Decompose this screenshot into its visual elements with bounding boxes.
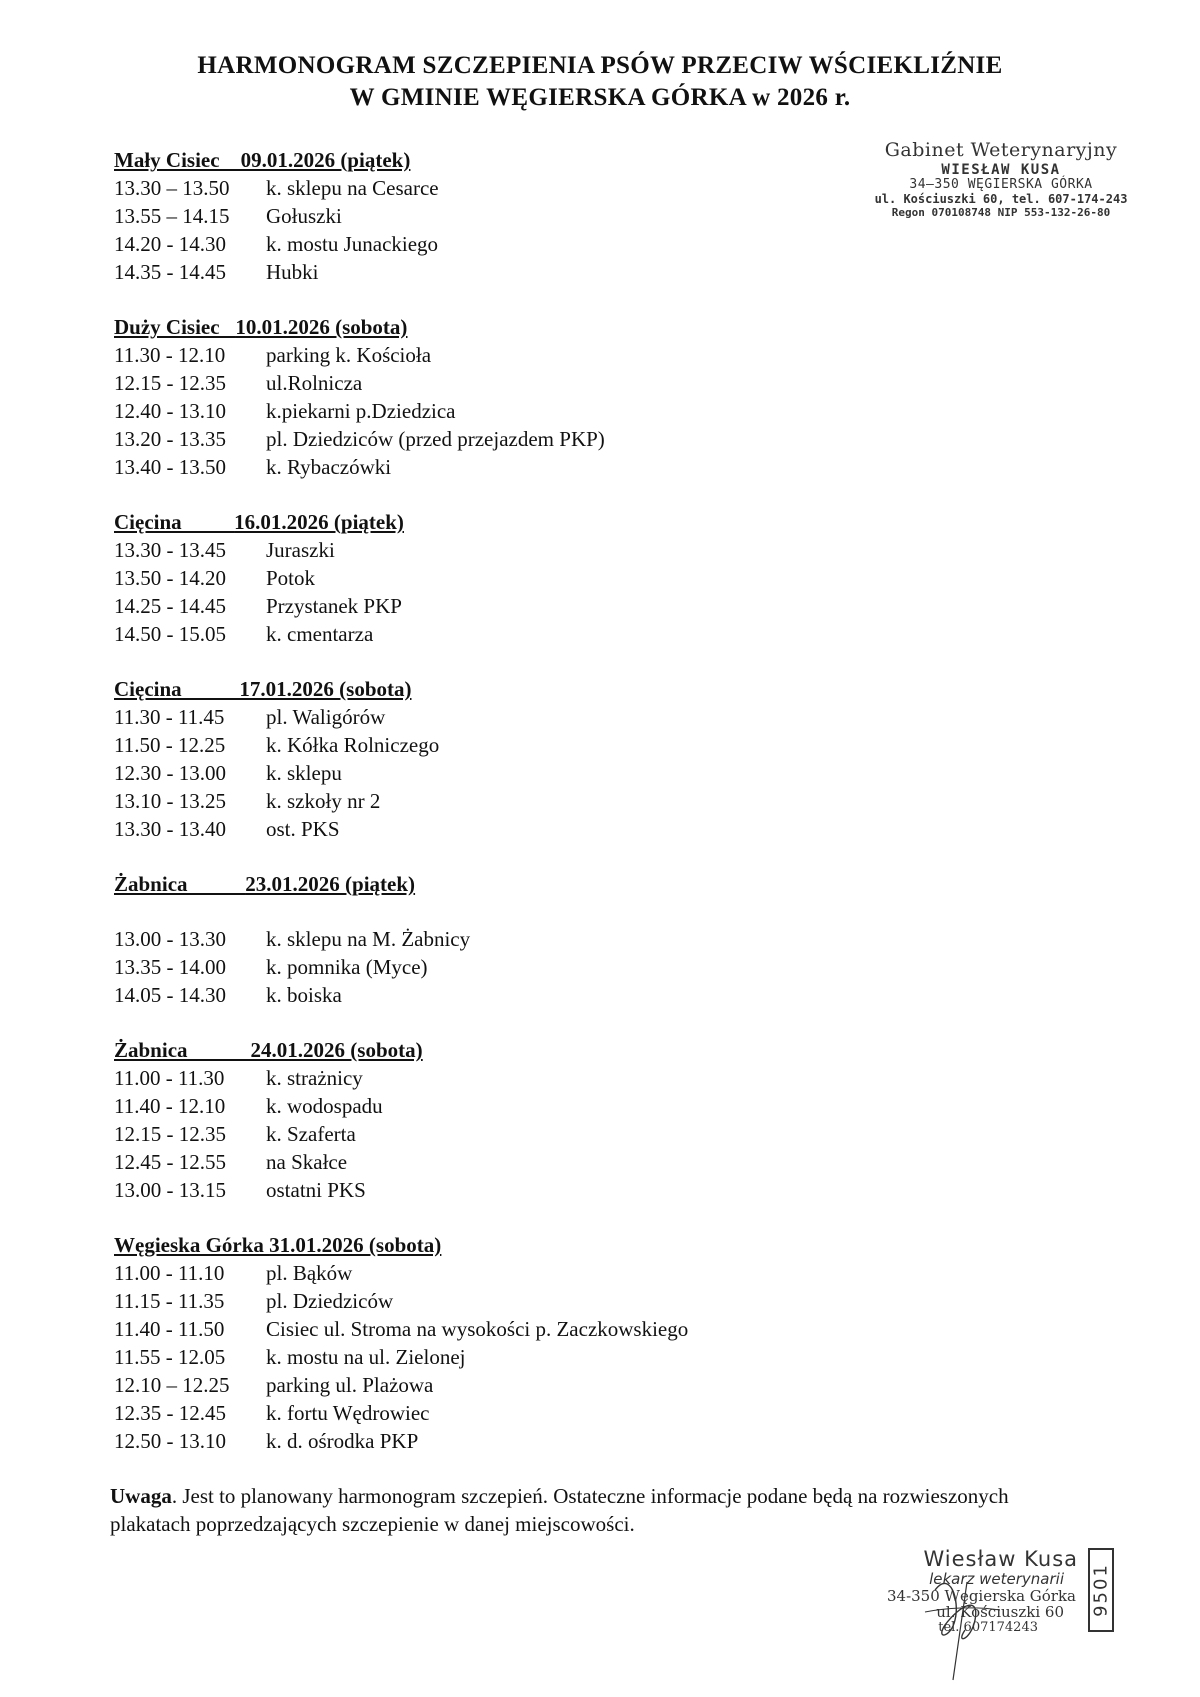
row-time: 12.35 - 12.45 bbox=[114, 1401, 226, 1425]
schedule-row bbox=[114, 564, 874, 592]
row-location: k. mostu na ul. Zielonej bbox=[266, 1345, 466, 1369]
row-location: k. wodospadu bbox=[266, 1094, 383, 1118]
section-header bbox=[114, 314, 874, 341]
schedule-row bbox=[114, 731, 874, 759]
row-time: 12.15 - 12.35 bbox=[114, 371, 226, 395]
row-time: 12.10 – 12.25 bbox=[114, 1373, 230, 1397]
schedule-row bbox=[114, 953, 874, 981]
row-time: 14.20 - 14.30 bbox=[114, 232, 226, 256]
row-location: pl. Waligórów bbox=[266, 705, 386, 729]
row-time: 14.05 - 14.30 bbox=[114, 983, 226, 1007]
row-location: k. sklepu na Cesarce bbox=[266, 176, 439, 200]
row-time: 11.15 - 11.35 bbox=[114, 1289, 225, 1313]
handwritten-signature bbox=[905, 1560, 1025, 1690]
doctor-stamp-address: ul. Kościuszki 60 bbox=[936, 1603, 1064, 1622]
schedule-row bbox=[114, 341, 874, 369]
row-location: pl. Bąków bbox=[266, 1261, 353, 1285]
schedule-row bbox=[114, 1259, 874, 1287]
row-time: 11.50 - 12.25 bbox=[114, 733, 226, 757]
row-time: 11.40 - 11.50 bbox=[114, 1317, 225, 1341]
row-location: ost. PKS bbox=[266, 817, 340, 841]
row-time: 13.30 – 13.50 bbox=[114, 176, 230, 200]
row-time: 13.10 - 13.25 bbox=[114, 789, 226, 813]
section-place: Mały Cisiec bbox=[114, 148, 241, 172]
schedule-row bbox=[114, 1287, 874, 1315]
row-location: k. Rybaczówki bbox=[266, 455, 392, 479]
row-location: Przystanek PKP bbox=[266, 594, 402, 618]
row-location: pl. Dziedziców (przed przejazdem PKP) bbox=[266, 427, 605, 451]
section-header bbox=[114, 871, 874, 898]
schedule-row bbox=[114, 369, 874, 397]
row-location: k. mostu Junackiego bbox=[266, 232, 439, 256]
doctor-stamp-name: Wiesław Kusa bbox=[923, 1547, 1078, 1571]
row-location: k. boiska bbox=[266, 983, 342, 1007]
row-time: 14.50 - 15.05 bbox=[114, 622, 226, 646]
row-time: 12.15 - 12.35 bbox=[114, 1122, 226, 1146]
row-time: 14.35 - 14.45 bbox=[114, 260, 226, 284]
row-location: na Skałce bbox=[266, 1150, 348, 1174]
row-location: ostatni PKS bbox=[266, 1178, 366, 1202]
clinic-stamp-address: ul. Kościuszki 60, tel. 607-174-243 bbox=[874, 191, 1128, 206]
document-title-line-1: HARMONOGRAM SZCZEPIENIA PSÓW PRZECIW WŚCIEKLIŹNIE bbox=[197, 52, 1003, 79]
doctor-stamp-phone: tel. 607174243 bbox=[938, 1619, 1038, 1635]
schedule-row bbox=[114, 1064, 874, 1092]
note-text: . Jest to planowany harmonogram szczepień. Ostateczne informacje podane będą na rozwieszonych plakatach poprzedzających szczepienie w danej miejscowości. bbox=[110, 1484, 1009, 1536]
row-time: 14.25 - 14.45 bbox=[114, 594, 226, 618]
row-location: k. fortu Wędrowiec bbox=[266, 1401, 430, 1425]
stamp-number-box bbox=[1088, 1548, 1114, 1632]
schedule-list bbox=[114, 147, 874, 1455]
schedule-section bbox=[114, 314, 874, 481]
schedule-section bbox=[114, 676, 874, 843]
section-date: 10.01.2026 (sobota) bbox=[235, 315, 408, 339]
doctor-stamp-title: lekarz weterynarii bbox=[929, 1570, 1064, 1589]
section-date: 16.01.2026 (piątek) bbox=[234, 510, 404, 534]
schedule-row bbox=[114, 1399, 874, 1427]
schedule-row bbox=[114, 1315, 874, 1343]
section-date: 17.01.2026 (sobota) bbox=[239, 677, 412, 701]
row-location: Gołuszki bbox=[266, 204, 342, 228]
row-time: 11.55 - 12.05 bbox=[114, 1345, 226, 1369]
clinic-stamp-ids: Regon 070108748 NIP 553-132-26-80 bbox=[891, 205, 1111, 219]
section-date: 09.01.2026 (piątek) bbox=[240, 148, 411, 172]
stamp-number: 9501 bbox=[1090, 1563, 1112, 1617]
section-date: 31.01.2026 (sobota) bbox=[269, 1233, 442, 1257]
row-location: k. sklepu na M. Żabnicy bbox=[266, 927, 471, 951]
schedule-row bbox=[114, 1371, 874, 1399]
row-time: 13.00 - 13.30 bbox=[114, 927, 226, 951]
schedule-section bbox=[114, 509, 874, 648]
schedule-row bbox=[114, 1176, 874, 1204]
schedule-row bbox=[114, 1343, 874, 1371]
schedule-section bbox=[114, 1232, 874, 1455]
schedule-row bbox=[114, 1148, 874, 1176]
schedule-row bbox=[114, 536, 874, 564]
row-location: k.piekarni p.Dziedzica bbox=[266, 399, 456, 423]
row-location: k. pomnika (Myce) bbox=[266, 955, 428, 979]
schedule-row bbox=[114, 397, 874, 425]
row-time: 11.30 - 11.45 bbox=[114, 705, 225, 729]
row-location: k. szkoły nr 2 bbox=[266, 789, 381, 813]
schedule-row bbox=[114, 981, 874, 1009]
schedule-section bbox=[114, 147, 874, 286]
schedule-row bbox=[114, 453, 874, 481]
schedule-row bbox=[114, 759, 874, 787]
row-time: 11.00 - 11.10 bbox=[114, 1261, 225, 1285]
section-date: 23.01.2026 (piątek) bbox=[245, 872, 416, 896]
schedule-row bbox=[114, 1120, 874, 1148]
section-header bbox=[114, 1232, 874, 1259]
schedule-row bbox=[114, 230, 874, 258]
section-place: Cięcina bbox=[114, 677, 240, 701]
schedule-row bbox=[114, 1092, 874, 1120]
section-header bbox=[114, 509, 874, 536]
row-time: 13.30 - 13.40 bbox=[114, 817, 226, 841]
row-time: 13.20 - 13.35 bbox=[114, 427, 226, 451]
document-title-line-2: W GMINIE WĘGIERSKA GÓRKA w 2026 r. bbox=[349, 84, 851, 111]
note-paragraph bbox=[110, 1482, 1070, 1538]
section-place: Węgieska Górka bbox=[114, 1233, 270, 1257]
row-time: 12.40 - 13.10 bbox=[114, 399, 226, 423]
schedule-row bbox=[114, 703, 874, 731]
row-time: 13.35 - 14.00 bbox=[114, 955, 226, 979]
row-location: pl. Dziedziców bbox=[266, 1289, 394, 1313]
row-location: k. sklepu bbox=[266, 761, 342, 785]
row-location: parking k. Kościoła bbox=[266, 343, 432, 367]
section-header bbox=[114, 147, 874, 174]
schedule-row bbox=[114, 258, 874, 286]
section-place: Żabnica bbox=[114, 872, 246, 896]
section-place: Cięcina bbox=[114, 510, 235, 534]
section-header bbox=[114, 676, 874, 703]
row-time: 13.00 - 13.15 bbox=[114, 1178, 226, 1202]
row-location: ul.Rolnicza bbox=[266, 371, 363, 395]
row-location: k. Szaferta bbox=[266, 1122, 356, 1146]
section-place: Duży Cisiec bbox=[114, 315, 236, 339]
row-time: 13.40 - 13.50 bbox=[114, 455, 226, 479]
clinic-stamp bbox=[866, 140, 1136, 219]
schedule-row bbox=[114, 592, 874, 620]
schedule-row bbox=[114, 815, 874, 843]
schedule-row bbox=[114, 202, 874, 230]
row-location: Potok bbox=[266, 566, 316, 590]
row-time: 12.50 - 13.10 bbox=[114, 1429, 226, 1453]
clinic-stamp-city: 34–350 WĘGIERSKA GÓRKA bbox=[909, 176, 1093, 192]
row-location: k. strażnicy bbox=[266, 1066, 363, 1090]
row-time: 11.30 - 12.10 bbox=[114, 343, 226, 367]
row-location: parking ul. Plażowa bbox=[266, 1373, 434, 1397]
doctor-stamp-city: 34-350 Węgierska Górka bbox=[886, 1586, 1076, 1605]
schedule-row bbox=[114, 425, 874, 453]
row-time: 11.00 - 11.30 bbox=[114, 1066, 225, 1090]
row-location: Cisiec ul. Stroma na wysokości p. Zaczkowskiego bbox=[266, 1317, 689, 1341]
row-location: Hubki bbox=[266, 260, 319, 284]
clinic-stamp-name: Gabinet Weterynaryjny bbox=[884, 139, 1118, 161]
row-time: 13.50 - 14.20 bbox=[114, 566, 226, 590]
row-location: k. d. ośrodka PKP bbox=[266, 1429, 419, 1453]
schedule-row bbox=[114, 620, 874, 648]
section-header bbox=[114, 1037, 874, 1064]
section-place: Żabnica bbox=[114, 1038, 251, 1062]
schedule-row bbox=[114, 1427, 874, 1455]
clinic-stamp-owner: WIESŁAW KUSA bbox=[941, 161, 1061, 178]
row-time: 13.55 – 14.15 bbox=[114, 204, 230, 228]
row-location: Juraszki bbox=[266, 538, 335, 562]
row-time: 13.30 - 13.45 bbox=[114, 538, 226, 562]
schedule-row bbox=[114, 174, 874, 202]
note-label: Uwaga bbox=[110, 1484, 172, 1508]
schedule-section bbox=[114, 871, 874, 1009]
schedule-row bbox=[114, 925, 874, 953]
row-location: k. Kółka Rolniczego bbox=[266, 733, 440, 757]
section-date: 24.01.2026 (sobota) bbox=[250, 1038, 423, 1062]
schedule-row bbox=[114, 787, 874, 815]
row-time: 12.45 - 12.55 bbox=[114, 1150, 226, 1174]
schedule-section bbox=[114, 1037, 874, 1204]
row-location: k. cmentarza bbox=[266, 622, 374, 646]
row-time: 12.30 - 13.00 bbox=[114, 761, 226, 785]
row-time: 11.40 - 12.10 bbox=[114, 1094, 226, 1118]
